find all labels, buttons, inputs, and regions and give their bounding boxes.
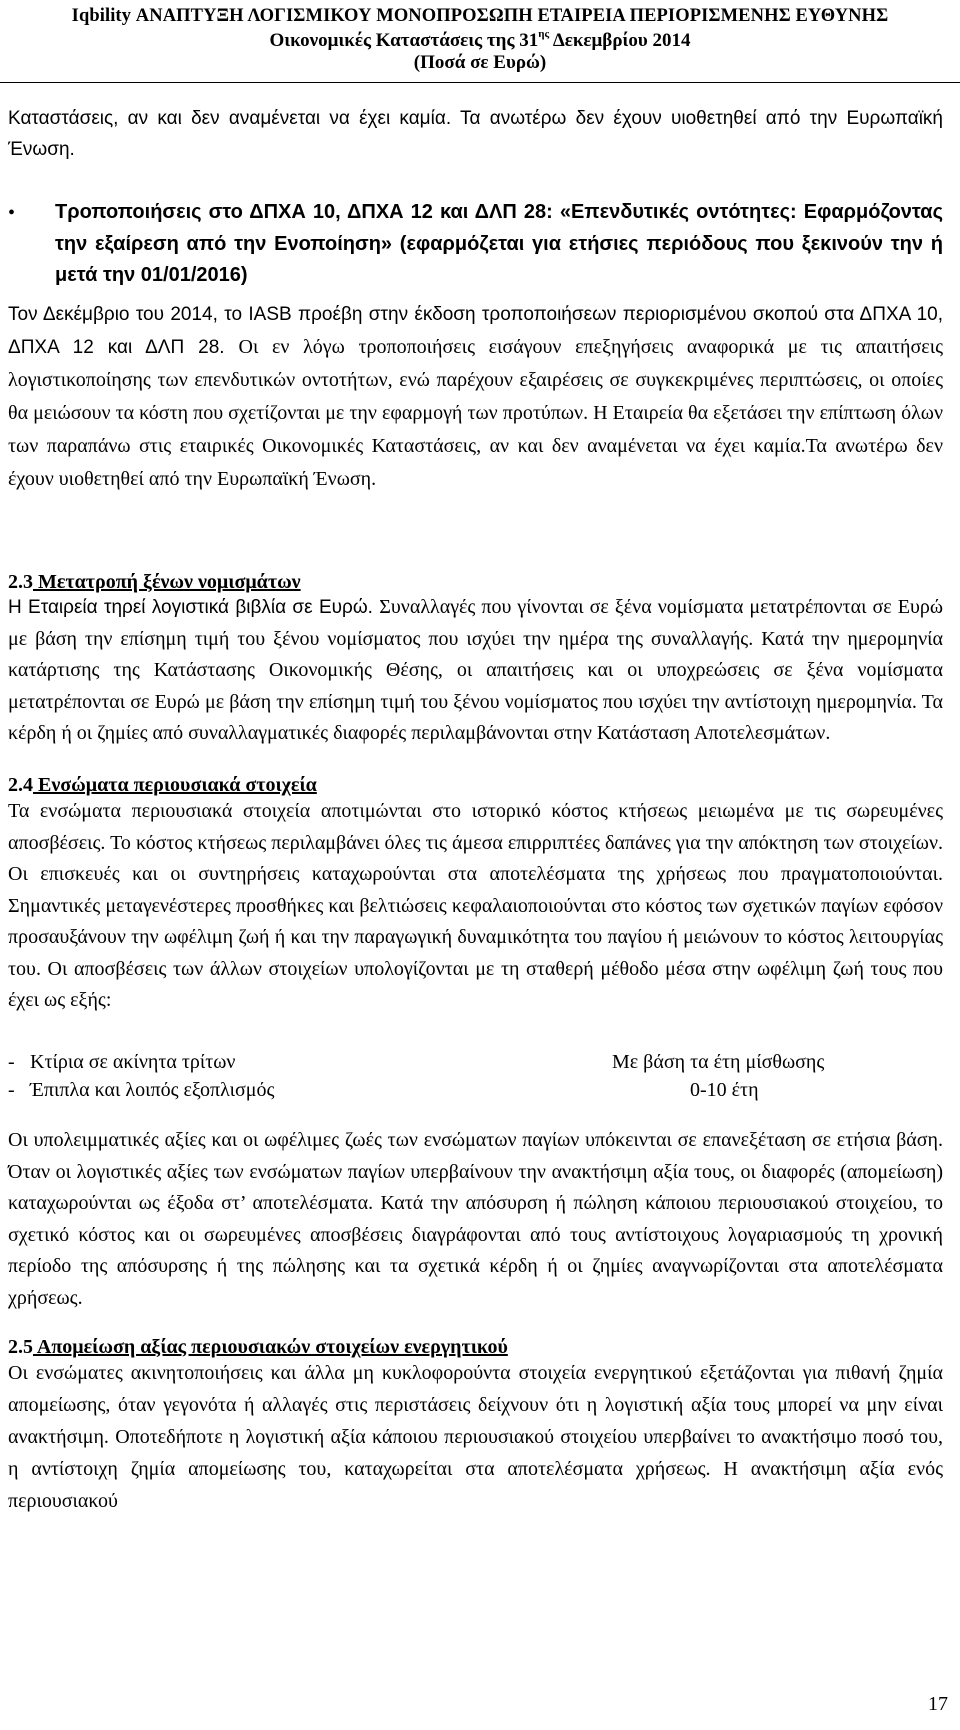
asset-category: Έπιπλα και λοιπός εξοπλισμός (30, 1079, 275, 1101)
iasb-paragraph-part2: Οι εν λόγω τροποποιήσεις εισάγουν επεξηγήσεις αναφορικά με τις απαιτήσεις λογιστικοποίησης των επενδυτικών οντοτήτων, ενώ παρέχουν εξαιρέσεις σε συγκεκριμένες περιπτώσεις, οι οποίες θα μειώσουν τα κόστη που σχετίζονται με την εφαρμογή των προτύπων. Η Εταιρεία θα εξετάσει την επίπτωση όλων των παραπάνω στις εταιρικές Οικονομικές Καταστάσεις, αν και δεν αναμένεται να έχει καμία.Τα ανωτέρω δεν έχουν υιοθετηθεί από την Ευρωπαϊκή Ένωση. (8, 336, 943, 490)
company-name: Iqbility ΑΝΑΠΤΥΞΗ ΛΟΓΙΣΜΙΚΟΥ ΜΟΝΟΠΡΟΣΩΠΗ ΕΤΑΙΡΕΙΑ ΠΕΡΙΟΡΙΣΜΕΝΗΣ ΕΥΘΥΝΗΣ (71, 6, 889, 26)
section-2-3-text: Συναλλαγές που γίνονται σε ξένα νομίσματα μετατρέπονται σε Ευρώ με βάση την επίσημη τιμή του ξένου νομίσματος που ισχύει την ημέρα της συναλλαγής. Κατά την ημερομηνία κατάρτισης της Κατάστασης Οικονομικής Θέσης, οι απαιτήσεις και οι υποχρεώσεις σε ξένα νομίσματα μετατρέπονται σε Ευρώ με βάση την επίσημη τιμή του ξένου νομίσματος που ισχύει την αντίστοιχη ημερομηνία. Τα κέρδη ή οι ζημίες από συναλλαγματικές διαφορές περιλαμβάνονται στην Κατάσταση Αποτελεσμάτων. (8, 596, 943, 744)
section-2-4-heading (8, 771, 317, 799)
section-number: 2.3 (8, 571, 33, 593)
section-title: Μετατροπή ξένων νομισμάτων (33, 571, 301, 593)
bullet-icon: • (8, 202, 16, 224)
section-2-4-body: Τα ενσώματα περιουσιακά στοιχεία αποτιμώνται στο ιστορικό κόστος κτήσεως μειωμένα με τις σωρευμένες αποσβέσεις. Το κόστος κτήσεως περιλαμβάνει όλες τις άμεσα επιρριπτέες δαπάνες για την απόκτηση των στοιχείων. Οι επισκευές και οι συντηρήσεις καταχωρούνται στα αποτελέσματα της χρήσεως που πραγματοποιούνται. Σημαντικές μεταγενέστερες προσθήκες και βελτιώσεις κεφαλαιοποιούνται στο κόστος των σχετικών παγίων εφόσον προσαυξάνουν την ωφέλιμη ζωή ή και την παραγωγική δυναμικότητα του παγίου ή μειώνουν το κόστος λειτουργίας του. Οι αποσβέσεις των άλλων στοιχείων υπολογίζονται με τη σταθερή μέθοδο μέσα στην ωφέλιμη ζωή τους που έχει ως εξής: (8, 800, 943, 1011)
section-title: Απομείωση αξίας περιουσιακών στοιχείων ενεργητικού (33, 1336, 508, 1358)
section-2-5-body: Οι ενσώματες ακινητοποιήσεις και άλλα μη κυκλοφορούντα στοιχεία ενεργητικού εξετάζονται για πιθανή ζημία απομείωσης, όταν γεγονότα ή αλλαγές στις περιστάσεις δείχνουν ότι η λογιστική αξία τους μπορεί να μην είναι ανακτήσιμη. Οποτεδήποτε η λογιστική αξία κάποιου περιουσιακού στοιχείου υπερβαίνει το ανακτήσιμο ποσό του, η αντίστοιχη ζημία απομείωσης του, καταχωρείται στα αποτελέσματα χρήσεως. Η ανακτήσιμη αξία ενός περιουσιακού (8, 1362, 943, 1512)
section-number: 2.5 (8, 1336, 33, 1358)
section-2-3-body (8, 592, 943, 750)
page-number: 17 (928, 1693, 948, 1715)
section-2-3-lead: Η Εταιρεία τηρεί λογιστικά βιβλία σε Ευρώ. (8, 597, 380, 618)
section-number: 2.4 (8, 774, 33, 796)
statement-title-text: Οικονομικές Καταστάσεις της 31 (269, 30, 539, 51)
dash-marker: - (8, 1051, 15, 1073)
residual-values-paragraph: Οι υπολειμματικές αξίες και οι ωφέλιμες ζωές των ενσώματων παγίων υπόκεινται σε επανεξέταση σε ετήσια βάση. Όταν οι λογιστικές αξίες των ενσώματων παγίων υπερβαίνουν την ανακτήσιμη αξία τους, οι διαφορές (απομείωση) καταχωρούνται ως έξοδα στ’ αποτελέσματα. Κατά την απόσυρση ή πώληση κάποιου περιουσιακού στοιχείου, το σχετικό κόστος και οι σωρευμένες αποσβέσεις διαγράφονται από τους αντίστοιχους λογαριασμούς τη χρονική περίοδο της απόσυρσης ή της πώλησης και τα σχετικά κέρδη ή οι ζημίες αναγνωρίζονται στα αποτελέσματα χρήσεως. (8, 1129, 943, 1309)
section-title: Ενσώματα περιουσιακά στοιχεία (33, 774, 317, 796)
statement-title (0, 29, 960, 53)
dash-marker: - (8, 1079, 15, 1101)
depreciation-row (8, 1076, 943, 1104)
useful-life: Με βάση τα έτη μίσθωσης (612, 1051, 825, 1073)
iasb-paragraph-part1: Τον Δεκέμβριο του 2014, το IASB προέβη στην έκδοση τροποποιήσεων περιορισμένου σκοπού στα ΔΠΧΑ 10, ΔΠΧΑ 12 και ΔΛΠ 28. (8, 304, 943, 358)
statement-title-date: Δεκεμβρίου 2014 (549, 30, 691, 51)
iasb-paragraph (8, 299, 943, 496)
useful-life: 0-10 έτη (690, 1079, 759, 1101)
intro-paragraph: Καταστάσεις, αν και δεν αναμένεται να έχει καμία. Τα ανωτέρω δεν έχουν υιοθετηθεί από την Ευρωπαϊκή Ένωση. (8, 108, 943, 160)
currency-note: (Ποσά σε Ευρώ) (413, 52, 547, 73)
asset-category: Κτίρια σε ακίνητα τρίτων (30, 1051, 236, 1073)
amendment-title: Τροποποιήσεις στο ΔΠΧΑ 10, ΔΠΧΑ 12 και ΔΛΠ 28: «Επενδυτικές οντότητες: Εφαρμόζοντας την εξαίρεση από την Ενοποίηση» (εφαρμόζεται για ετήσιες περιόδους που ξεκινούν την ή μετά την 01/01/2016) (55, 201, 943, 286)
depreciation-row (8, 1048, 943, 1076)
header-divider (0, 82, 960, 83)
ordinal-suffix: ης (538, 27, 550, 40)
